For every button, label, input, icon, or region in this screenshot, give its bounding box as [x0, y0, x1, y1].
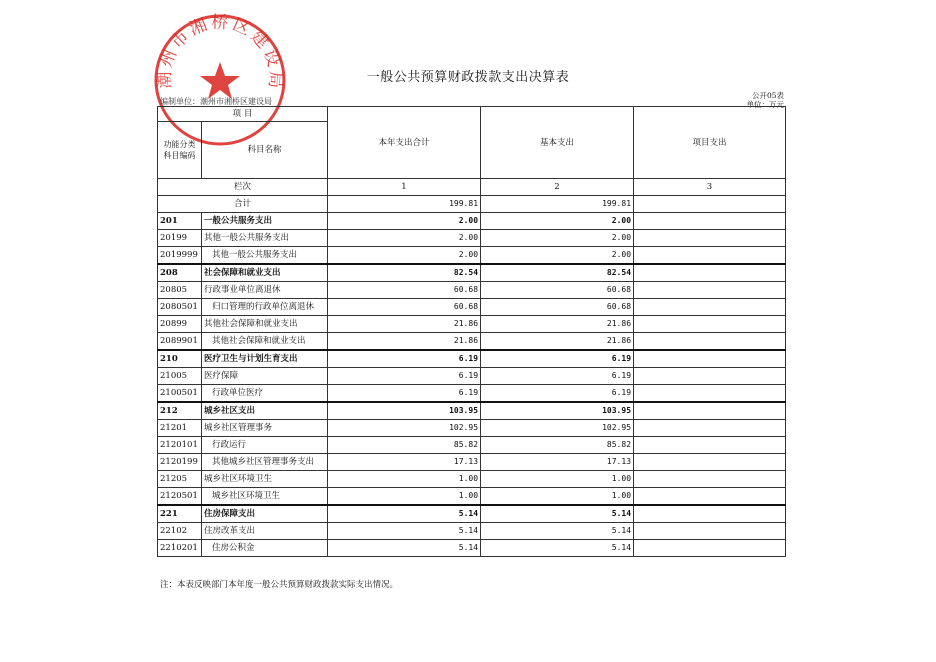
row-total: 60.68 — [328, 282, 481, 299]
row-total: 2.00 — [328, 230, 481, 247]
row-total: 60.68 — [328, 299, 481, 316]
row-basic: 5.14 — [481, 505, 634, 523]
row-project — [634, 368, 786, 385]
row-code: 2120199 — [158, 454, 202, 471]
row-name: 医疗保障 — [202, 368, 328, 385]
row-basic: 2.00 — [481, 247, 634, 265]
row-project — [634, 420, 786, 437]
row-total: 2.00 — [328, 247, 481, 265]
row-basic: 60.68 — [481, 282, 634, 299]
row-code: 2210201 — [158, 540, 202, 557]
row-name: 城乡社区环境卫生 — [202, 488, 328, 506]
row-total: 85.82 — [328, 437, 481, 454]
row-total: 2.00 — [328, 213, 481, 230]
table-row — [158, 350, 786, 368]
col-index-1: 1 — [328, 179, 481, 196]
table-code: 公开05表 — [751, 91, 784, 100]
header-project-expenditure: 项目支出 — [634, 107, 786, 179]
row-code: 20199 — [158, 230, 202, 247]
row-project — [634, 264, 786, 282]
row-name: 住房公积金 — [202, 540, 328, 557]
row-basic: 21.86 — [481, 316, 634, 333]
row-project — [634, 282, 786, 299]
row-name: 行政单位医疗 — [202, 385, 328, 403]
row-project — [634, 299, 786, 316]
row-code: 21205 — [158, 471, 202, 488]
row-total: 5.14 — [328, 523, 481, 540]
row-name: 其他一般公共服务支出 — [202, 247, 328, 265]
row-project — [634, 488, 786, 506]
row-code: 22102 — [158, 523, 202, 540]
table-row — [158, 230, 786, 247]
table-row — [158, 333, 786, 351]
row-project — [634, 505, 786, 523]
row-project — [634, 316, 786, 333]
row-project — [634, 247, 786, 265]
header-code: 功能分类科目编码 — [158, 122, 202, 179]
row-total: 102.95 — [328, 420, 481, 437]
row-code: 210 — [158, 350, 202, 368]
row-name: 住房改革支出 — [202, 523, 328, 540]
sum-project — [634, 196, 786, 213]
row-project — [634, 213, 786, 230]
row-code: 2120501 — [158, 488, 202, 506]
organization-label: 编制单位：潮州市湘桥区建设局 — [160, 97, 272, 106]
header-name: 科目名称 — [202, 122, 328, 179]
table-row — [158, 488, 786, 506]
table-row — [158, 471, 786, 488]
footnote: 注：本表反映部门本年度一般公共预算财政拨款实际支出情况。 — [160, 580, 399, 590]
header-project: 项 目 — [158, 107, 328, 122]
row-name: 其他一般公共服务支出 — [202, 230, 328, 247]
row-basic: 102.95 — [481, 420, 634, 437]
unit-label: 单位：万元 — [746, 100, 784, 109]
row-total: 17.13 — [328, 454, 481, 471]
row-basic: 6.19 — [481, 350, 634, 368]
row-basic: 2.00 — [481, 213, 634, 230]
row-total: 5.14 — [328, 505, 481, 523]
table-row — [158, 437, 786, 454]
table-row — [158, 213, 786, 230]
row-code: 2019999 — [158, 247, 202, 265]
row-code: 221 — [158, 505, 202, 523]
row-code: 21005 — [158, 368, 202, 385]
row-basic: 85.82 — [481, 437, 634, 454]
row-code: 208 — [158, 264, 202, 282]
row-name: 其他城乡社区管理事务支出 — [202, 454, 328, 471]
table-row — [158, 420, 786, 437]
row-code: 201 — [158, 213, 202, 230]
table-row — [158, 282, 786, 299]
table-row — [158, 247, 786, 265]
table-row — [158, 540, 786, 557]
row-project — [634, 230, 786, 247]
col-index-2: 2 — [481, 179, 634, 196]
row-basic: 2.00 — [481, 230, 634, 247]
row-total: 6.19 — [328, 385, 481, 403]
table-row — [158, 368, 786, 385]
row-total: 82.54 — [328, 264, 481, 282]
table-row — [158, 402, 786, 420]
sum-label: 合计 — [158, 196, 328, 213]
table-row — [158, 299, 786, 316]
row-code: 2080501 — [158, 299, 202, 316]
table-row — [158, 523, 786, 540]
row-total: 103.95 — [328, 402, 481, 420]
row-name: 城乡社区环境卫生 — [202, 471, 328, 488]
row-project — [634, 540, 786, 557]
row-project — [634, 385, 786, 403]
page-title: 一般公共预算财政拨款支出决算表 — [366, 70, 570, 85]
row-name: 社会保障和就业支出 — [202, 264, 328, 282]
row-project — [634, 454, 786, 471]
row-name: 城乡社区管理事务 — [202, 420, 328, 437]
table-row — [158, 505, 786, 523]
row-project — [634, 350, 786, 368]
row-total: 21.86 — [328, 333, 481, 351]
row-code: 2100501 — [158, 385, 202, 403]
row-basic: 5.14 — [481, 523, 634, 540]
row-total: 5.14 — [328, 540, 481, 557]
row-code: 20805 — [158, 282, 202, 299]
sum-total: 199.81 — [328, 196, 481, 213]
row-total: 21.86 — [328, 316, 481, 333]
row-total: 6.19 — [328, 368, 481, 385]
table-row — [158, 316, 786, 333]
table-row — [158, 385, 786, 403]
row-basic: 60.68 — [481, 299, 634, 316]
row-project — [634, 437, 786, 454]
row-total: 1.00 — [328, 488, 481, 506]
lanci-label: 栏次 — [158, 179, 328, 196]
row-project — [634, 402, 786, 420]
row-code: 2089901 — [158, 333, 202, 351]
expenditure-table — [157, 106, 786, 557]
table-row — [158, 264, 786, 282]
table-row — [158, 454, 786, 471]
row-basic: 103.95 — [481, 402, 634, 420]
row-basic: 6.19 — [481, 368, 634, 385]
row-code: 2120101 — [158, 437, 202, 454]
row-name: 住房保障支出 — [202, 505, 328, 523]
row-basic: 1.00 — [481, 488, 634, 506]
row-name: 归口管理的行政单位离退休 — [202, 299, 328, 316]
row-basic: 5.14 — [481, 540, 634, 557]
row-basic: 17.13 — [481, 454, 634, 471]
svg-text:潮州市湘桥区建设局: 潮州市湘桥区建设局 — [154, 12, 286, 92]
row-basic: 21.86 — [481, 333, 634, 351]
row-name: 其他社会保障和就业支出 — [202, 316, 328, 333]
row-total: 1.00 — [328, 471, 481, 488]
header-basic: 基本支出 — [481, 107, 634, 179]
row-name: 行政运行 — [202, 437, 328, 454]
row-code: 212 — [158, 402, 202, 420]
header-total: 本年支出合计 — [328, 107, 481, 179]
row-code: 21201 — [158, 420, 202, 437]
row-basic: 1.00 — [481, 471, 634, 488]
row-name: 其他社会保障和就业支出 — [202, 333, 328, 351]
row-project — [634, 471, 786, 488]
row-name: 一般公共服务支出 — [202, 213, 328, 230]
row-project — [634, 523, 786, 540]
row-project — [634, 333, 786, 351]
row-total: 6.19 — [328, 350, 481, 368]
row-code: 20899 — [158, 316, 202, 333]
row-name: 医疗卫生与计划生育支出 — [202, 350, 328, 368]
row-name: 行政事业单位离退休 — [202, 282, 328, 299]
row-basic: 82.54 — [481, 264, 634, 282]
row-basic: 6.19 — [481, 385, 634, 403]
col-index-3: 3 — [634, 179, 786, 196]
sum-basic: 199.81 — [481, 196, 634, 213]
row-name: 城乡社区支出 — [202, 402, 328, 420]
